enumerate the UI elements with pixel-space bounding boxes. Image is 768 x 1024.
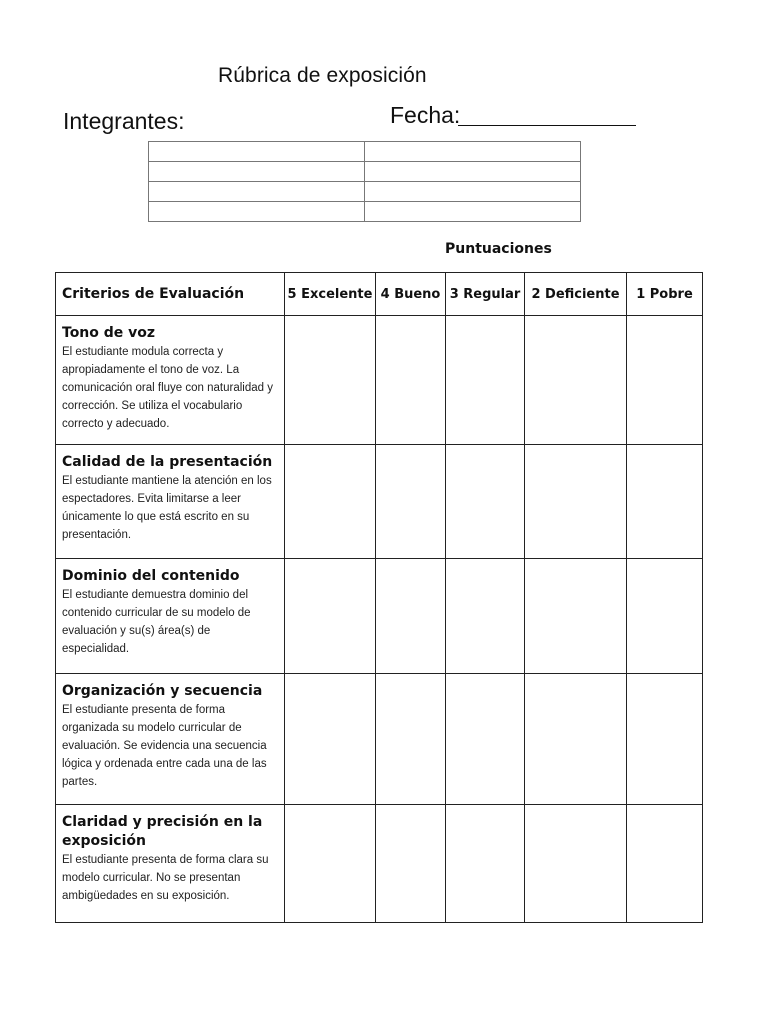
criterion-row-tono-de-voz (56, 316, 703, 445)
criterion-description: El estudiante demuestra dominio del contenido curricular de su modelo de evaluación y su(s) área(s) de especialidad. (62, 589, 251, 655)
scores-label: Puntuaciones (445, 241, 552, 257)
member-cell[interactable] (365, 182, 581, 202)
score-cell-2[interactable] (525, 445, 627, 559)
criterion-row-organizacion (56, 674, 703, 805)
score-cell-2[interactable] (525, 805, 627, 923)
fecha-label: Fecha: (390, 102, 461, 128)
criterion-row-claridad (56, 805, 703, 923)
member-cell[interactable] (365, 162, 581, 182)
score-cell-5[interactable] (285, 316, 376, 445)
member-row (149, 162, 581, 182)
member-cell[interactable] (149, 162, 365, 182)
score-cell-4[interactable] (376, 445, 446, 559)
members-table (148, 141, 581, 222)
member-row (149, 142, 581, 162)
level-header-4: 4 Bueno (376, 273, 446, 316)
integrantes-label: Integrantes: (63, 108, 185, 134)
criterion-description: El estudiante mantiene la atención en los espectadores. Evita limitarse a leer únicamente lo que está escrito en su presentación. (62, 475, 272, 541)
score-cell-2[interactable] (525, 674, 627, 805)
criterion-cell (56, 316, 285, 445)
score-cell-4[interactable] (376, 805, 446, 923)
member-cell[interactable] (149, 182, 365, 202)
criterion-title: Calidad de la presentación (62, 454, 273, 470)
score-cell-3[interactable] (446, 674, 525, 805)
member-cell[interactable] (149, 142, 365, 162)
score-cell-5[interactable] (285, 674, 376, 805)
criterion-cell (56, 805, 285, 923)
score-cell-2[interactable] (525, 559, 627, 674)
criterion-cell (56, 445, 285, 559)
score-cell-1[interactable] (627, 805, 703, 923)
score-cell-2[interactable] (525, 316, 627, 445)
level-header-1: 1 Pobre (627, 273, 703, 316)
criterion-description: El estudiante modula correcta y apropiadamente el tono de voz. La comunicación oral fluye con naturalidad y corrección. Se utiliza el vocabulario correcto y adecuado. (62, 346, 273, 430)
criterion-description: El estudiante presenta de forma clara su modelo curricular. No se presentan ambigüedades en su exposición. (62, 854, 269, 902)
criterion-row-dominio (56, 559, 703, 674)
criterion-description: El estudiante presenta de forma organizada su modelo curricular de evaluación. Se evidencia una secuencia lógica y ordenada entre cada una de las partes. (62, 704, 267, 788)
rubric-header-row (56, 273, 703, 316)
score-cell-5[interactable] (285, 445, 376, 559)
score-cell-3[interactable] (446, 316, 525, 445)
score-cell-3[interactable] (446, 805, 525, 923)
rubric-table (55, 272, 703, 923)
level-header-2: 2 Deficiente (525, 273, 627, 316)
criterion-title: Tono de voz (62, 325, 156, 341)
criterion-title: Dominio del contenido (62, 568, 240, 584)
score-cell-1[interactable] (627, 674, 703, 805)
criterion-title: Organización y secuencia (62, 683, 263, 699)
score-cell-1[interactable] (627, 316, 703, 445)
score-cell-1[interactable] (627, 445, 703, 559)
score-cell-5[interactable] (285, 559, 376, 674)
document-title: Rúbrica de exposición (218, 64, 427, 87)
score-cell-1[interactable] (627, 559, 703, 674)
level-header-5: 5 Excelente (285, 273, 376, 316)
criterion-cell (56, 559, 285, 674)
criteria-header: Criterios de Evaluación (56, 273, 285, 316)
score-cell-5[interactable] (285, 805, 376, 923)
criterion-title: Claridad y precisión en la exposición (62, 814, 263, 849)
member-row (149, 202, 581, 222)
member-row (149, 182, 581, 202)
score-cell-3[interactable] (446, 445, 525, 559)
criterion-row-calidad (56, 445, 703, 559)
level-header-3: 3 Regular (446, 273, 525, 316)
member-cell[interactable] (365, 202, 581, 222)
score-cell-4[interactable] (376, 674, 446, 805)
score-cell-4[interactable] (376, 316, 446, 445)
score-cell-4[interactable] (376, 559, 446, 674)
score-cell-3[interactable] (446, 559, 525, 674)
member-cell[interactable] (149, 202, 365, 222)
member-cell[interactable] (365, 142, 581, 162)
criterion-cell (56, 674, 285, 805)
fecha-blank-line[interactable] (458, 125, 636, 126)
